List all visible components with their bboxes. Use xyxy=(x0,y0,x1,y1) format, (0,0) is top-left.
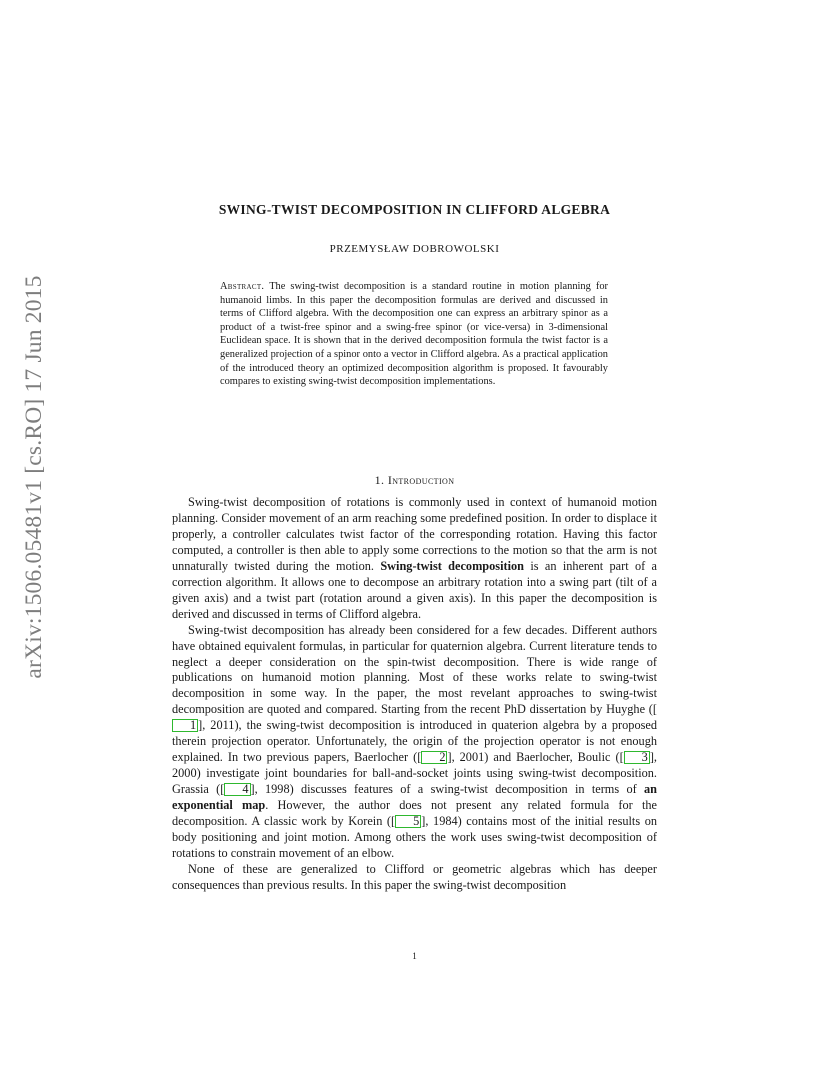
paragraph-text: Swing-twist decomposition has already been considered for a few decades. Different authors have obtained equivalent formulas, in particular for quaternion algebra. Current literature tends to neglect a deeper consideration on the spin-twist decomposition. There is wide range of publications on humanoid motion planning. Most of these works relate to swing-twist decomposition in some way. In the paper, the most revelant approaches to swing-twist decomposition are quoted and compared. Starting from the recent PhD dissertation by Huyghe ([ xyxy=(172,622,657,717)
bold-term: an exponential map xyxy=(172,782,657,813)
paragraph-text: ], 1998) discusses features of a swing-twist decomposition in terms of xyxy=(250,782,637,797)
paper-author: PRZEMYSŁAW DOBROWOLSKI xyxy=(329,243,500,255)
arxiv-identifier[interactable]: arXiv:1506.05481v1 [cs.RO] 17 Jun 2015 xyxy=(21,275,47,679)
paragraph xyxy=(172,495,657,623)
paragraph xyxy=(172,623,657,862)
paragraph-text: ], 2011), the swing-twist decomposition is introduced in quaterion algebra by a proposed therein projection operator. Unfortunately, the origin of the projection operator is not enough explained. In two previous papers, Baerlocher ([ xyxy=(172,718,657,765)
paragraph: None of these are generalized to Clifford or geometric algebras which has deeper consequences than previous results. In this paper the swing-twist decomposition xyxy=(172,861,657,892)
section-title: Introduction xyxy=(387,473,455,487)
bold-term: Swing-twist decomposition xyxy=(380,558,524,573)
page-number: 1 xyxy=(412,951,417,961)
abstract-label: Abstract. xyxy=(220,281,265,292)
abstract xyxy=(220,280,608,389)
citation-link[interactable]: 1 xyxy=(172,719,198,732)
introduction-body xyxy=(172,495,657,894)
section-heading-introduction xyxy=(172,473,657,488)
paragraph-text: ], 2001) and Baerlocher, Boulic ([ xyxy=(447,750,624,765)
paragraph-text: ], 1984) contains most of the initial results on body positioning and joint motion. Among others the work uses swing-twist decomposition of rotations to constrain movement of an elbow. xyxy=(172,814,657,860)
citation-link[interactable]: 3 xyxy=(624,751,650,764)
citation-link[interactable]: 5 xyxy=(395,815,421,828)
paper-title: SWING-TWIST DECOMPOSITION IN CLIFFORD ALGEBRA xyxy=(218,202,611,217)
abstract-text: The swing-twist decomposition is a standard routine in motion planning for humanoid limbs. In this paper the decomposition formulas are derived and discussed in terms of Clifford algebra. With the decomposition one can express an arbitrary spinor as a product of a twist-free spinor and a swing-free spinor (or vice-versa) in 3-dimensional Euclidean space. It is shown that in the derived decomposition formula the twist factor is a generalized projection of a spinor onto a vector in Clifford algebra. As a practical application of the introduced theory an optimized decomposition algorithm is proposed. It favourably compares to existing swing-twist decomposition implementations. xyxy=(220,281,608,388)
paragraph-text: is an inherent part of a correction algorithm. It allows one to decompose an arbitrary rotation into a swing part (tilt of a given axis) and a twist part (rotation around a given axis). In this paper the decomposition is derived and discussed in terms of Clifford algebra. xyxy=(172,558,658,621)
paragraph-text: . However, the author does not present any related formula for the decomposition. A classic work by Korein ([ xyxy=(172,798,657,829)
paragraph-text: Swing-twist decomposition of rotations is commonly used in context of humanoid motion planning. Consider movement of an arm reaching some predefined position. In order to displace it properly, a controller calculates twist factor of the corresponding rotation. Having this factor computed, a controller is then able to apply some corrections to the motion so that the arm is not unnaturally twisted during the motion. xyxy=(172,495,657,573)
citation-link[interactable]: 4 xyxy=(224,783,250,796)
citation-link[interactable]: 2 xyxy=(421,751,447,764)
section-number: 1. xyxy=(374,473,385,487)
paragraph-text: ], 2000) investigate joint boundaries for ball-and-socket joints using swing-twist decomposition. Grassia ([ xyxy=(172,750,657,797)
